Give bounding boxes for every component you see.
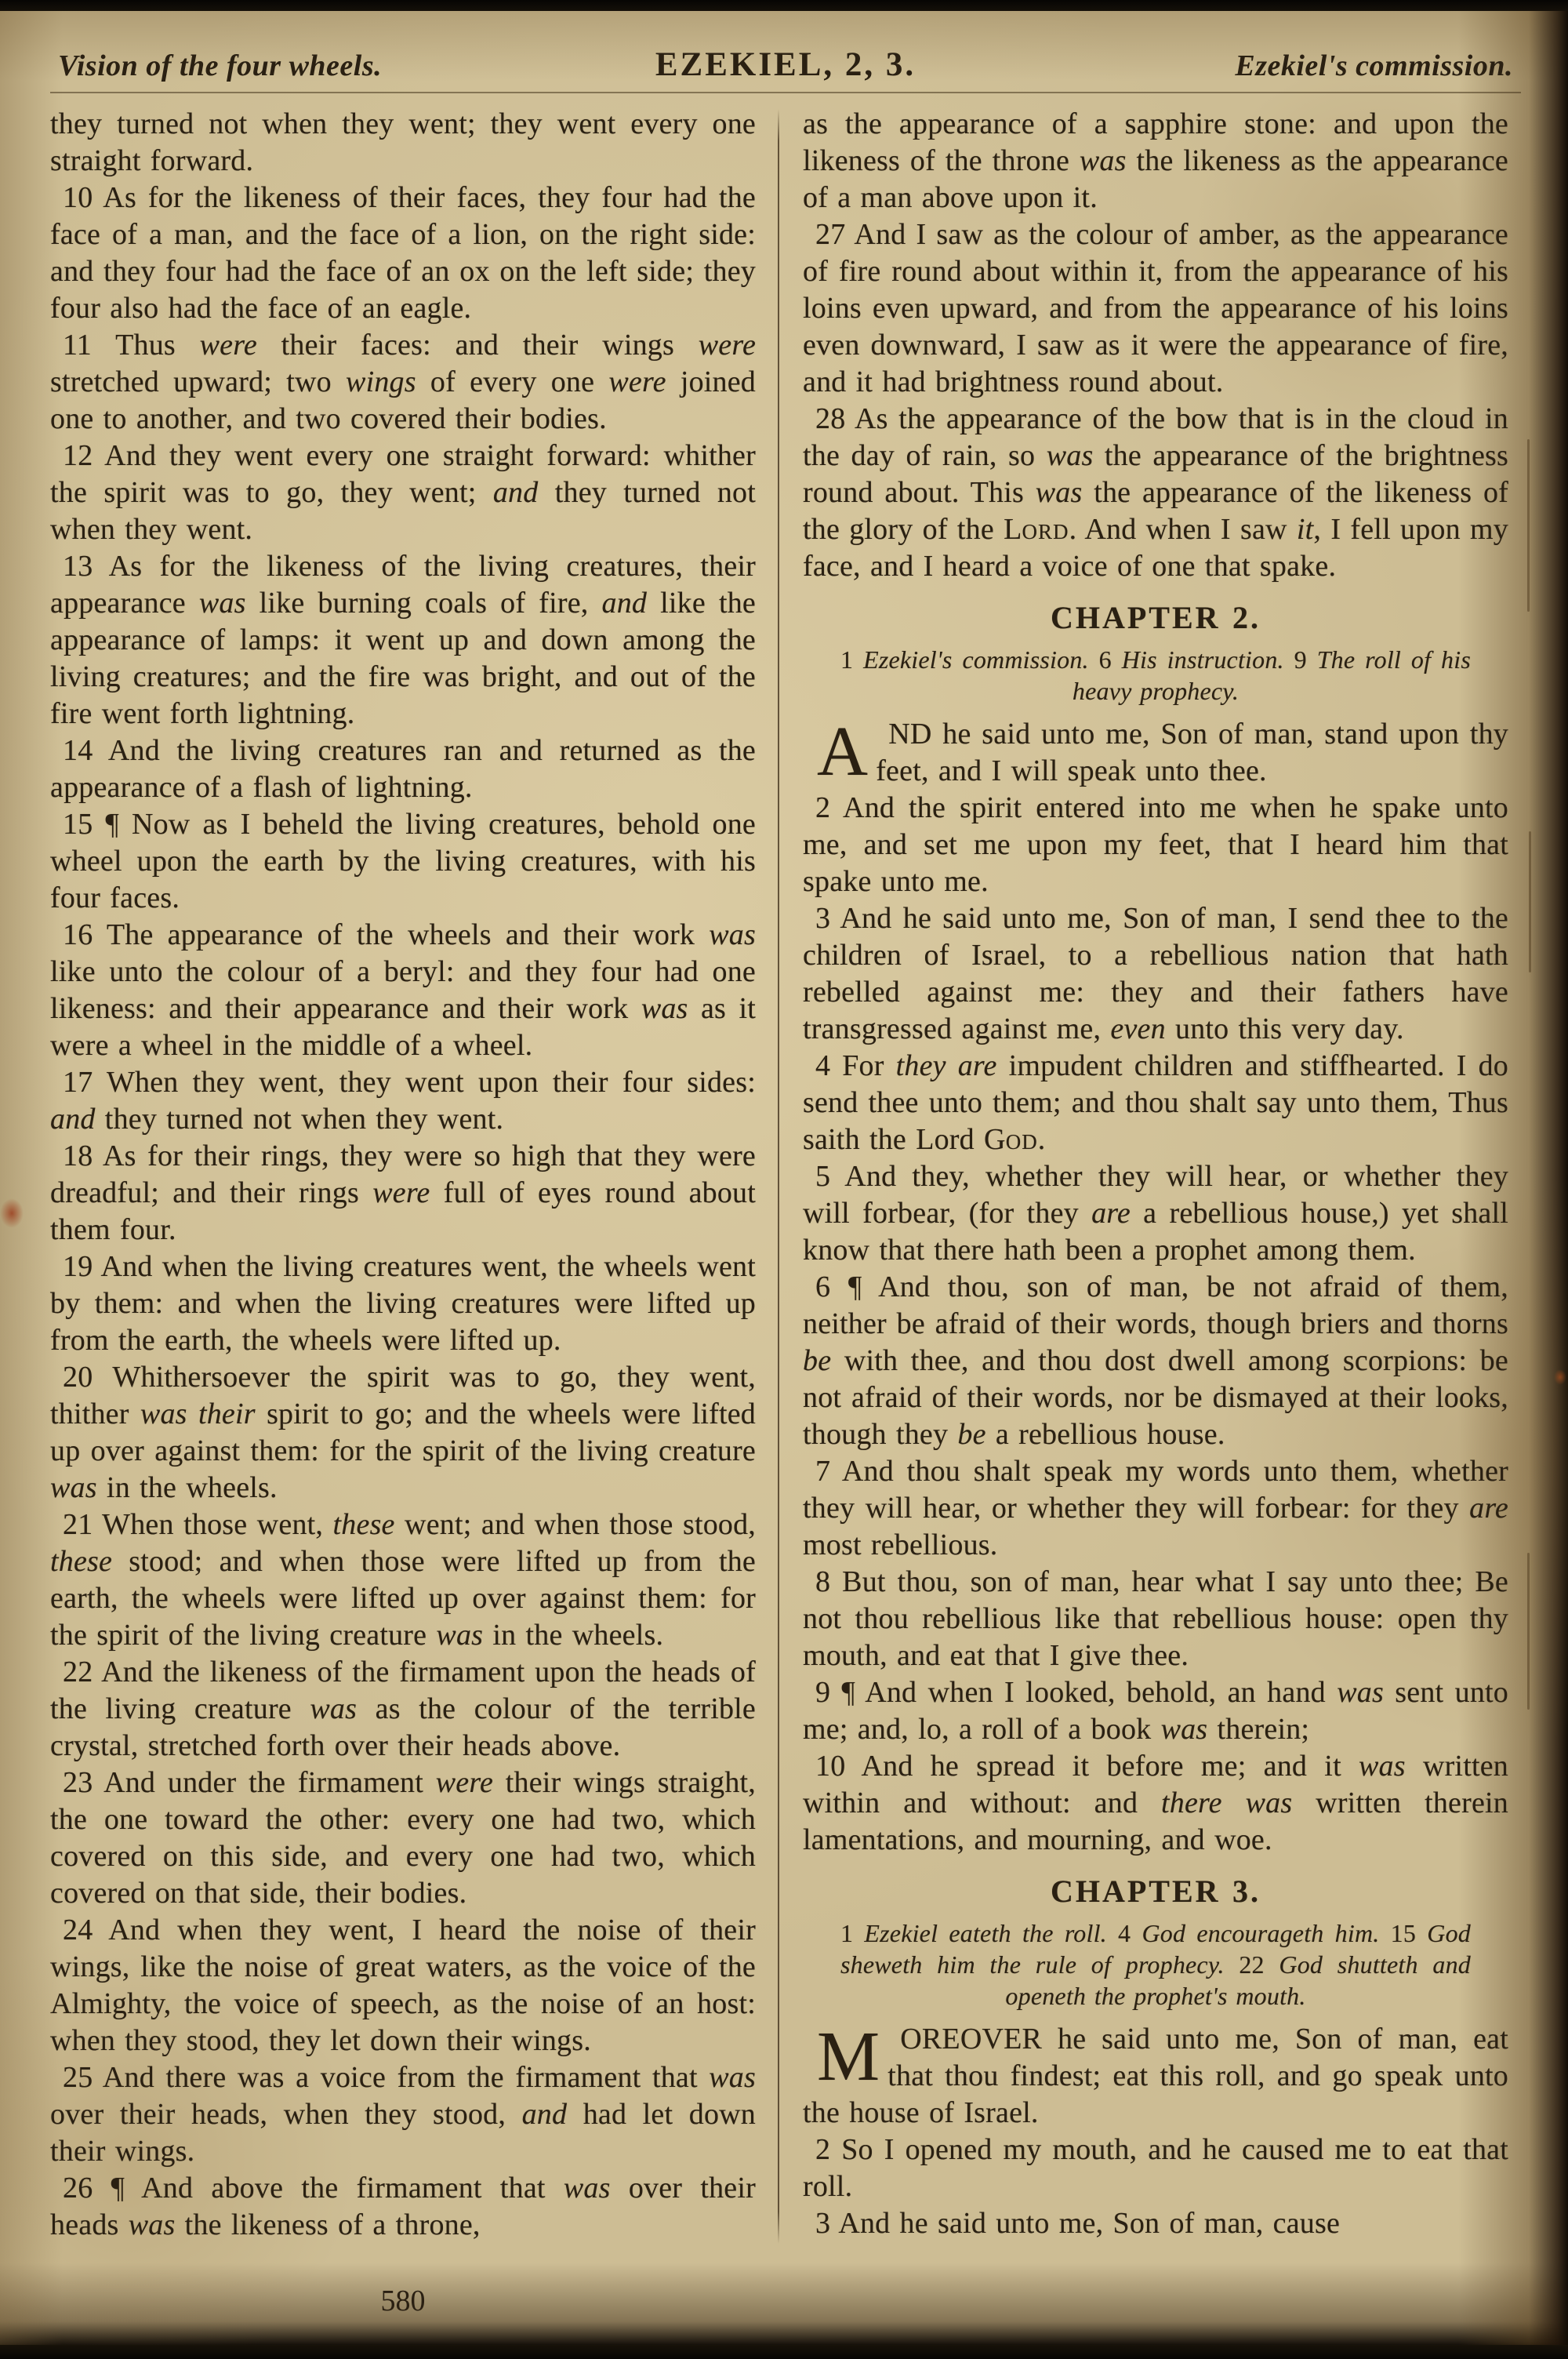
verse: 3 And he said unto me, Son of man, cause	[815, 2207, 1341, 2240]
drop-cap-letter: M	[817, 2018, 880, 2095]
verse-number: 14	[63, 734, 93, 767]
verse-number: 9 ¶	[815, 1676, 855, 1709]
verse-number: 11	[63, 329, 92, 362]
chapter-summary: 1 Ezekiel eateth the roll. 4 God encourageth him. 15 God sheweth him the rule of prophecy. 22 God shutteth and openeth the prophet's mouth.	[840, 1919, 1471, 2010]
verse: 10 As for the likeness of their faces, they four had the face of a man, and the face of a lion, on the right side: and they four had the face of an ox on the left side; they four also had the face of an eagle.	[50, 181, 756, 325]
chapter-heading: CHAPTER 2.	[1050, 600, 1261, 635]
verse-number: 23	[63, 1766, 93, 1799]
top-scan-edge	[0, 0, 1568, 11]
verse-continuation: they turned not when they went; they went every one straight forward.	[50, 107, 756, 177]
verse: 19 And when the living creatures went, the wheels went by them: and when the living creatures were lifted up from the earth, the wheels were lifted up.	[50, 1250, 756, 1357]
verse: 16 The appearance of the wheels and their work was like unto the colour of a beryl: and they four had one likeness: and their appearance and their work was as it were a wheel in the middle of a wheel.	[50, 918, 756, 1062]
chapter-summary: 1 Ezekiel's commission. 6 His instruction. 9 The roll of his heavy prophecy.	[840, 645, 1471, 705]
verse: 11 Thus were their faces: and their wings were stretched upward; two wings of every one were joined one to another, and two covered their bodies.	[50, 329, 757, 435]
verse-number: 19	[63, 1250, 93, 1283]
verse: 18 As for their rings, they were so high that they were dreadful; and their rings were full of eyes round about them four.	[50, 1140, 756, 1246]
verse: 21 When those went, these went; and when those stood, these stood; and when those were lifted up from the earth, the wheels were lifted up over against them: for the spirit of the living creature was in the wheels.	[50, 1508, 757, 1652]
verse: 10 And he spread it before me; and it was written within and without: and there was written therein lamentations, and mourning, and woe.	[803, 1750, 1508, 1856]
verse-number: 27	[815, 218, 846, 251]
verse: 3 And he said unto me, Son of man, I send thee to the children of Israel, to a rebellious nation that hath rebelled against me: they and their fathers have transgressed against me, even unto this very day.	[803, 902, 1508, 1045]
verse-number: 7	[815, 1455, 831, 1488]
verse: 17 When they went, they went upon their four sides: and they turned not when they went.	[50, 1066, 756, 1136]
left-column	[50, 106, 756, 2244]
verse-number: 12	[63, 439, 93, 472]
drop-cap-letter: A	[817, 713, 869, 791]
verse-number: 13	[63, 550, 93, 583]
verse-number: 3	[815, 2207, 831, 2240]
verse: 2 And the spirit entered into me when he spake unto me, and set me upon my feet, that I heard him that spake unto me.	[803, 791, 1508, 898]
verse-number: 10	[815, 1750, 846, 1783]
verse: 26 ¶ And above the firmament that was over their heads was the likeness of a throne,	[50, 2172, 756, 2241]
chapter-heading: CHAPTER 3.	[1050, 1874, 1261, 1909]
verse-dropcap: MOREOVER he said unto me, Son of man, eat that thou findest; eat this roll, and go speak unto the house of Israel.	[803, 2018, 1508, 2129]
verse: 27 And I saw as the colour of amber, as the appearance of fire round about within it, from the appearance of his loins even upward, and from the appearance of his loins even downward, I saw as it were the appearance of fire, and it had brightness round about.	[803, 218, 1508, 398]
text-columns	[50, 106, 1521, 2244]
verse: 8 But thou, son of man, hear what I say unto thee; Be not thou rebellious like that rebellious house: open thy mouth, and eat that I give thee.	[803, 1565, 1508, 1672]
verse-number: 22	[63, 1656, 93, 1688]
verse-number: 6 ¶	[815, 1270, 862, 1303]
right-column	[803, 106, 1508, 2244]
verse: 22 And the likeness of the firmament upon the heads of the living creature was as the colour of the terrible crystal, stretched forth over their heads above.	[50, 1656, 756, 1762]
page-number: 580	[380, 2284, 426, 2317]
verse: 4 For they are impudent children and stiffhearted. I do send thee unto them; and thou shalt say unto them, Thus saith the Lord God.	[803, 1049, 1509, 1156]
column-divider	[778, 109, 779, 2244]
verse-number: 21	[63, 1508, 93, 1541]
verse: 14 And the living creatures ran and returned as the appearance of a flash of lightning.	[50, 734, 757, 804]
verse: 28 As the appearance of the bow that is in the cloud in the day of rain, so was the appearance of the brightness round about. This was the appearance of the likeness of the glory of the Lord. And when I saw it, I fell upon my face, and I heard a voice of one that spake.	[803, 402, 1509, 583]
verse-number: 2	[815, 2133, 831, 2166]
verse-number: 2	[815, 791, 831, 824]
page-edge-mark	[1529, 831, 1531, 972]
page-stain	[0, 1198, 24, 1228]
verse-continuation: as the appearance of a sapphire stone: and upon the likeness of the throne was the likeness as the appearance of a man above upon it.	[803, 107, 1508, 214]
verse-number: 25	[63, 2061, 93, 2094]
verse: 15 ¶ Now as I beheld the living creatures, behold one wheel upon the earth by the living creatures, with his four faces.	[50, 808, 756, 914]
verse: 2 So I opened my mouth, and he caused me to eat that roll.	[803, 2133, 1508, 2203]
verse-number: 5	[815, 1160, 831, 1193]
verse: 9 ¶ And when I looked, behold, an hand was sent unto me; and, lo, a roll of a book was therein;	[803, 1676, 1508, 1746]
running-head	[50, 45, 1521, 84]
verse-number: 15 ¶	[63, 808, 119, 841]
verse: 24 And when they went, I heard the noise of their wings, like the noise of great waters, as the voice of the Almighty, the voice of speech, as the noise of an host: when they stood, they let down their wings.	[50, 1914, 756, 2057]
verse-dropcap: AND he said unto me, Son of man, stand upon thy feet, and I will speak unto thee.	[803, 716, 1508, 790]
page-stain	[1554, 1369, 1566, 1385]
verse: 12 And they went every one straight forward: whither the spirit was to go, they went; and they turned not when they went.	[50, 439, 756, 546]
verse-number: 26 ¶	[63, 2172, 125, 2205]
page-edge-mark	[1527, 1553, 1530, 1710]
page-content	[50, 45, 1521, 2244]
verse-number: 8	[815, 1565, 831, 1598]
page-edge-mark	[1527, 439, 1530, 612]
bottom-scan-edge	[0, 2345, 1568, 2359]
verse-number: 18	[63, 1140, 93, 1172]
page-title: EZEKIEL, 2, 3.	[655, 46, 916, 83]
verse: 7 And thou shalt speak my words unto them, whether they will hear, or whether they will forbear: for they are most rebellious.	[803, 1455, 1508, 1561]
verse-number: 10	[63, 181, 93, 214]
verse-number: 3	[815, 902, 831, 935]
verse: 13 As for the likeness of the living creatures, their appearance was like burning coals of fire, and like the appearance of lamps: it went up and down among the living creatures; and the fire was bright, and out of the fire went forth lightning.	[50, 550, 756, 730]
verse-number: 17	[63, 1066, 93, 1099]
verse-number: 4	[815, 1049, 831, 1082]
verse: 20 Whithersoever the spirit was to go, they went, thither was their spirit to go; and the wheels were lifted up over against them: for the spirit of the living creature was in the wheels.	[50, 1361, 756, 1504]
verse: 6 ¶ And thou, son of man, be not afraid of them, neither be afraid of their words, though briers and thorns be with thee, and thou dost dwell among scorpions: be not afraid of their words, nor be dismayed at their looks, though they be a rebellious house.	[803, 1270, 1508, 1451]
verse-number: 16	[63, 918, 93, 951]
verse-number: 28	[815, 402, 846, 435]
book-page	[0, 11, 1568, 2345]
verse-number: 20	[63, 1361, 93, 1394]
header-rule	[50, 92, 1521, 93]
running-head-right-title: Ezekiel's commission.	[1235, 49, 1513, 82]
running-head-left-title: Vision of the four wheels.	[58, 49, 383, 82]
verse: 25 And there was a voice from the firmament that was over their heads, when they stood, and had let down their wings.	[50, 2061, 756, 2168]
verse: 23 And under the firmament were their wings straight, the one toward the other: every one had two, which covered on this side, and every one had two, which covered on that side, their bodies.	[50, 1766, 757, 1910]
verse-number: 24	[63, 1914, 93, 1946]
verse: 5 And they, whether they will hear, or whether they will forbear, (for they are a rebellious house,) yet shall know that there hath been a prophet among them.	[803, 1160, 1508, 1267]
